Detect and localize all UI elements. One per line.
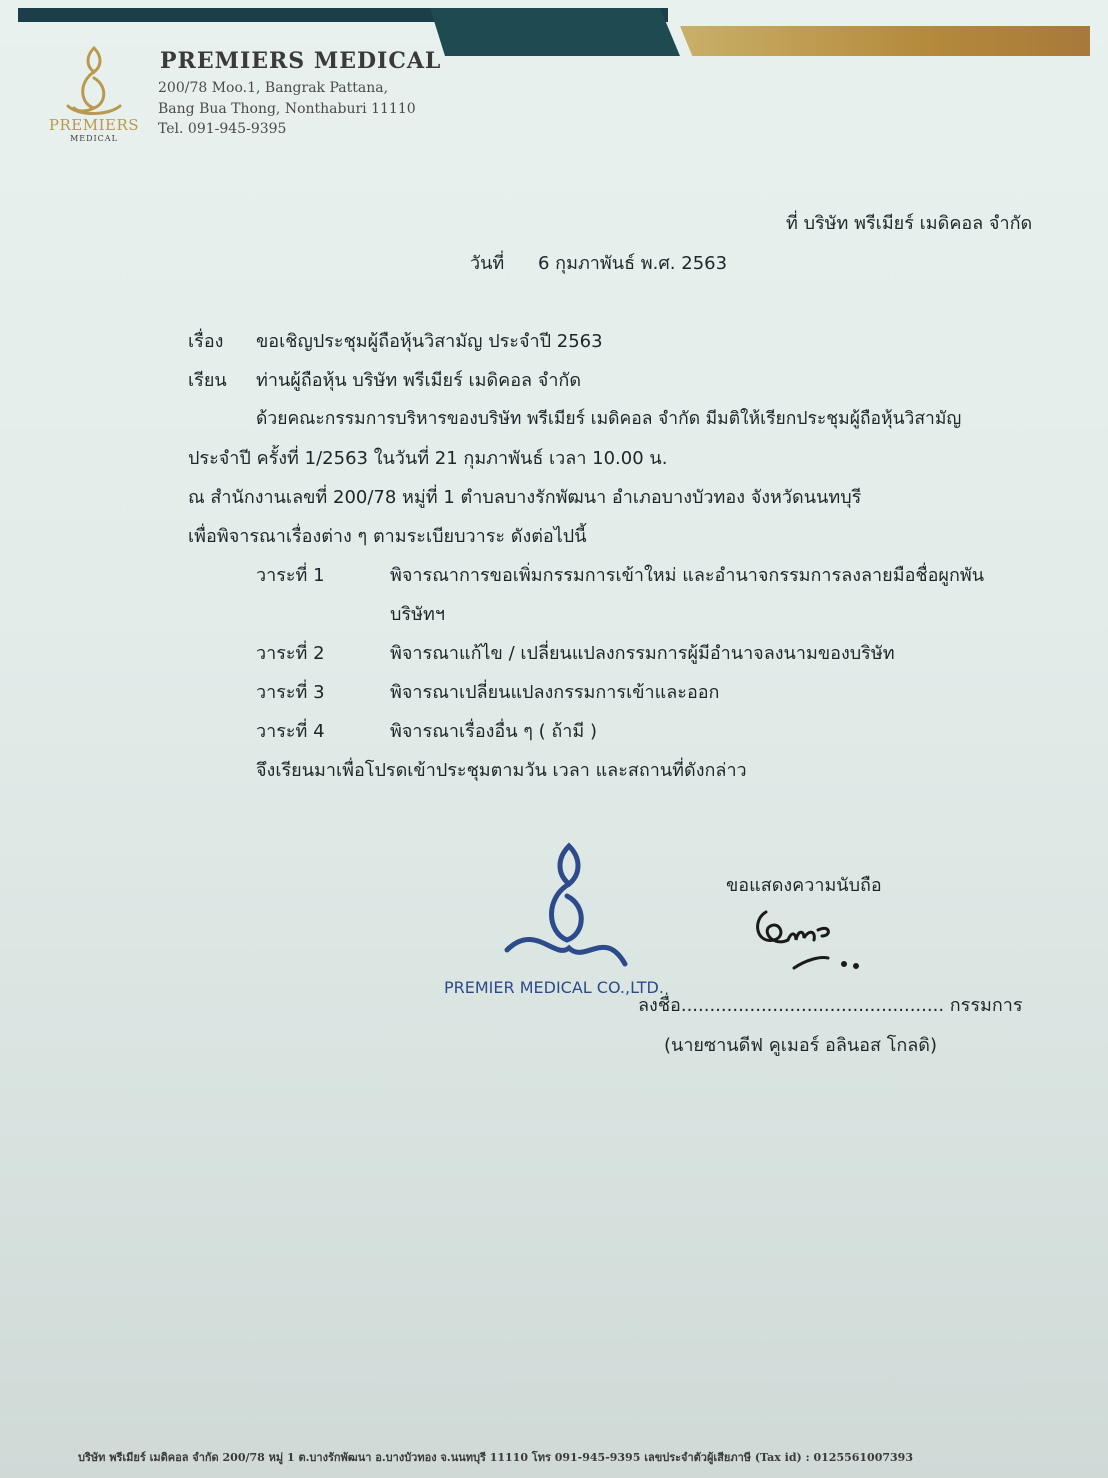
letter-recipient: ท่านผู้ถือหุ้น บริษัท พรีเมียร์ เมดิคอล จำกัด	[256, 370, 582, 391]
to-label: เรียน	[188, 370, 227, 391]
agenda-label-4: วาระที่ 4	[256, 721, 325, 742]
body-line-2: ประจำปี ครั้งที่ 1/2563 ในวันที่ 21 กุมภาพันธ์ เวลา 10.00 น.	[188, 448, 668, 469]
logo-wordmark: PREMIERS	[48, 116, 140, 134]
body-line-3: ณ สำนักงานเลขที่ 200/78 หมู่ที่ 1 ตำบลบางรักพัฒนา อำเภอบางบัวทอง จังหวัดนนทบุรี	[188, 487, 862, 508]
agenda-text-1-cont: บริษัทฯ	[390, 604, 445, 625]
date-label: วันที่	[470, 253, 505, 274]
header-band-teal	[430, 8, 680, 56]
address-line-2: Bang Bua Thong, Nonthaburi 11110	[158, 101, 416, 117]
address-line-1: 200/78 Moo.1, Bangrak Pattana,	[158, 80, 389, 96]
agenda-text-4: พิจารณาเรื่องอื่น ๆ ( ถ้ามี )	[390, 721, 597, 742]
letter-place: ที่ บริษัท พรีเมียร์ เมดิคอล จำกัด	[786, 213, 1033, 234]
agenda-text-3: พิจารณาเปลี่ยนแปลงกรรมการเข้าและออก	[390, 682, 720, 703]
agenda-text-2: พิจารณาแก้ไข / เปลี่ยนแปลงกรรมการผู้มีอำนาจลงนามของบริษัท	[390, 643, 895, 664]
subject-label: เรื่อง	[188, 331, 224, 352]
letter-subject: ขอเชิญประชุมผู้ถือหุ้นวิสามัญ ประจำปี 2563	[256, 331, 603, 352]
company-name: PREMIERS MEDICAL	[160, 48, 442, 74]
logo-subtitle: MEDICAL	[70, 134, 118, 143]
regards-line: ขอแสดงความนับถือ	[726, 875, 882, 896]
letter-date: 6 กุมภาพันธ์ พ.ศ. 2563	[538, 253, 728, 274]
phone-line: Tel. 091-945-9395	[158, 121, 287, 137]
footer-company-info: บริษัท พรีเมียร์ เมดิคอล จำกัด 200/78 หมู่ 1 ต.บางรักพัฒนา อ.บางบัวทอง จ.นนทบุรี 11110 โทร 091-945-9395 เลขประจำตัวผู้เสียภาษี (Tax id) : 0125561007393	[78, 1451, 913, 1464]
signature-line: ลงชื่อ.............................................. กรรมการ	[638, 995, 1023, 1016]
agenda-text-1: พิจารณาการขอเพิ่มกรรมการเข้าใหม่ และอำนาจกรรมการลงลายมือชื่อผูกพัน	[390, 565, 985, 586]
company-stamp-icon	[495, 840, 635, 980]
agenda-label-3: วาระที่ 3	[256, 682, 325, 703]
closing-line: จึงเรียนมาเพื่อโปรดเข้าประชุมตามวัน เวลา และสถานที่ดังกล่าว	[256, 760, 747, 781]
handwritten-signature-icon	[748, 900, 868, 980]
agenda-label-2: วาระที่ 2	[256, 643, 325, 664]
signer-name: (นายซานดีฟ คูเมอร์ อลินอส โกลดิ)	[664, 1035, 937, 1056]
body-line-1: ด้วยคณะกรรมการบริหารของบริษัท พรีเมียร์ เมดิคอล จำกัด มีมติให้เรียกประชุมผู้ถือหุ้นวิสามัญ	[256, 409, 962, 429]
body-line-4: เพื่อพิจารณาเรื่องต่าง ๆ ตามระเบียบวาระ ดังต่อไปนี้	[188, 526, 587, 547]
agenda-label-1: วาระที่ 1	[256, 565, 325, 586]
stamp-company-text: PREMIER MEDICAL CO.,LTD.	[444, 978, 664, 997]
header-band-gold	[680, 26, 1090, 56]
